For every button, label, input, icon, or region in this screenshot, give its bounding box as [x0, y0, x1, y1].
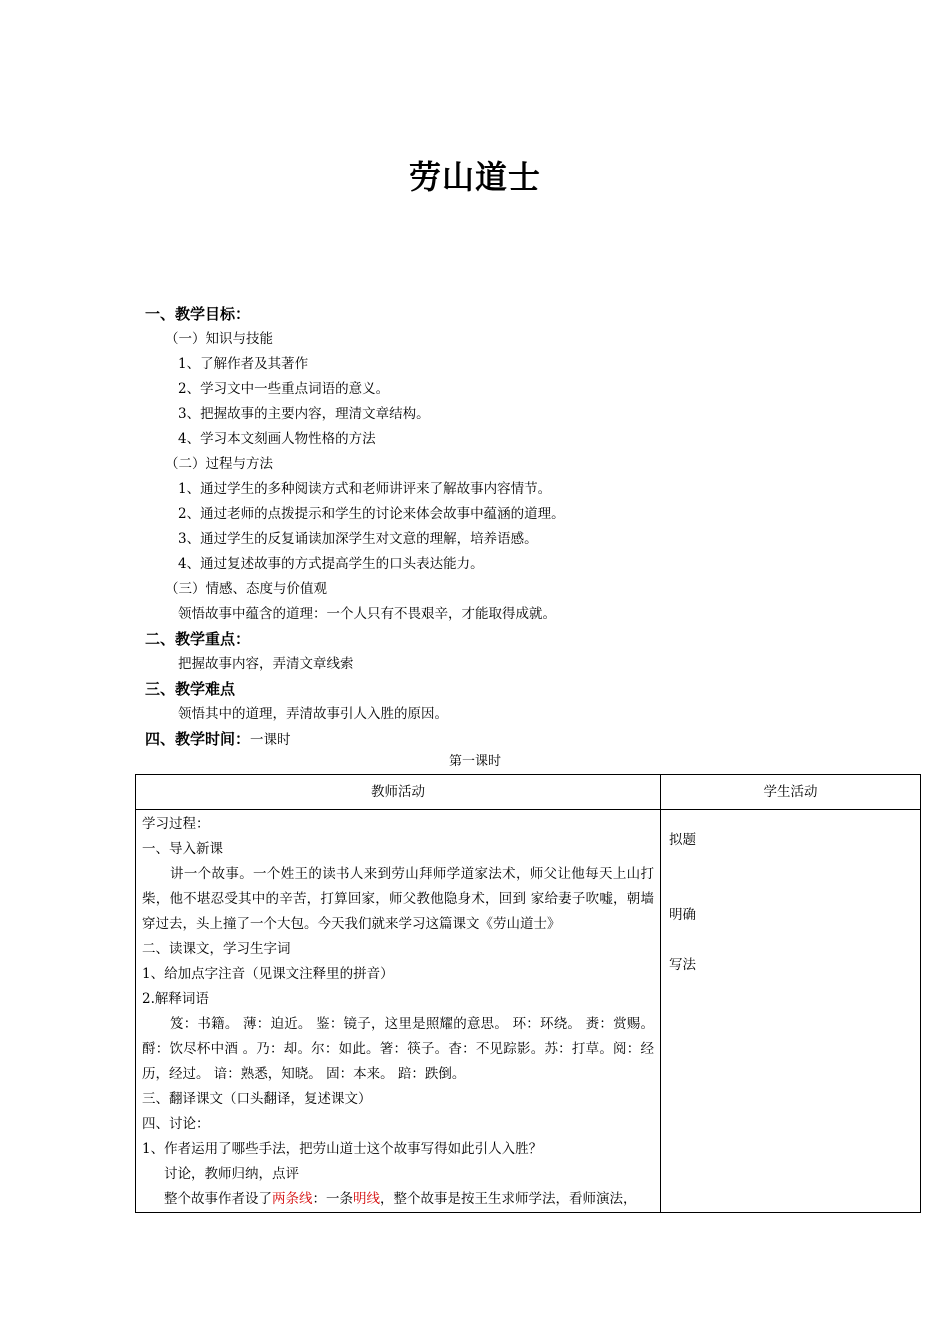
spacer [669, 853, 912, 903]
list-item: 4、学习本文刻画人物性格的方法 [178, 431, 376, 447]
time-label: 四、教学时间： [145, 730, 251, 748]
explain-task: 2.解释词语 [142, 991, 209, 1007]
subsection-attitude: （三）情感、态度与价值观 [165, 581, 327, 597]
section-heading-key-points: 二、教学重点： [145, 630, 251, 648]
analysis-text: 整个故事作者设了 [164, 1191, 272, 1207]
pinyin-task: 1、给加点字注音（见课文注释里的拼音） [142, 966, 394, 982]
lesson-caption: 第一课时 [448, 754, 501, 769]
intro-story: 讲一个故事。一个姓王的读书人来到劳山拜师学道家法术，师父让他每天上山打柴，他不堪忍受其中的辛苦，打算回家，师父教他隐身术，回到 家给妻子吹嘘，朝墙穿过去，头上撞了一个大包。今天我们就来学习这篇课文《劳山道士》 [142, 866, 654, 932]
attitude-text: 领悟故事中蕴含的道理：一个人只有不畏艰辛，才能取得成就。 [178, 606, 556, 622]
teacher-activity-cell [136, 810, 661, 1213]
page-title: 劳山道士 [408, 158, 541, 196]
teacher-activity-header: 教师活动 [136, 775, 661, 810]
table-row [136, 810, 921, 1213]
discussion-question: 1、作者运用了哪些手法，把劳山道士这个故事写得如此引人入胜？ [142, 1141, 543, 1157]
student-item: 明确 [669, 907, 696, 923]
analysis-text: ，整个故事是按王生求师学法，看师演法， [380, 1191, 637, 1207]
key-points-text: 把握故事内容，弄清文章线索 [178, 656, 354, 672]
table-header-row [136, 775, 921, 810]
list-item: 1、了解作者及其著作 [178, 356, 309, 372]
analysis-text: ：一条 [312, 1191, 353, 1207]
teaching-outline [145, 302, 865, 752]
highlight-text: 两条线 [272, 1191, 313, 1207]
process-label: 学习过程： [142, 816, 210, 832]
time-value: 一课时 [250, 732, 291, 748]
list-item: 1、通过学生的多种阅读方式和老师讲评来了解故事内容情节。 [178, 481, 552, 497]
discussion-note: 讨论，教师归纳，点评 [164, 1166, 299, 1182]
subsection-knowledge: （一）知识与技能 [165, 331, 273, 347]
student-activity-cell [661, 810, 921, 1213]
step-heading: 一、导入新课 [142, 841, 223, 857]
highlight-text: 明线 [353, 1191, 380, 1207]
list-item: 4、通过复述故事的方式提高学生的口头表达能力。 [178, 556, 484, 572]
student-item: 拟题 [669, 832, 696, 848]
step-heading: 二、读课文，学习生字词 [142, 941, 291, 957]
list-item: 3、通过学生的反复诵读加深学生对文意的理解，培养语感。 [178, 531, 538, 547]
student-item: 写法 [669, 957, 696, 973]
section-heading-difficulties: 三、教学难点 [145, 680, 236, 698]
analysis-line [142, 1187, 654, 1212]
step-heading: 三、翻译课文（口头翻译，复述课文） [142, 1091, 372, 1107]
lesson-plan-table [135, 774, 921, 1213]
list-item: 3、把握故事的主要内容，理清文章结构。 [178, 406, 430, 422]
list-item: 2、学习文中一些重点词语的意义。 [178, 381, 390, 397]
spacer [669, 928, 912, 953]
student-activity-header: 学生活动 [661, 775, 921, 810]
list-item: 2、通过老师的点拨提示和学生的讨论来体会故事中蕴涵的道理。 [178, 506, 565, 522]
subsection-process: （二）过程与方法 [165, 456, 273, 472]
section-heading-time [145, 727, 865, 752]
difficulties-text: 领悟其中的道理，弄清故事引人入胜的原因。 [178, 706, 448, 722]
step-heading: 四、讨论： [142, 1116, 210, 1132]
section-heading-goals: 一、教学目标： [145, 305, 251, 323]
word-glossary: 笈：书籍。 薄：迫近。 鉴：镜子，这里是照耀的意思。 环：环绕。 赉：赏赐。 酹：饮尽杯中酒 。乃：却。尔：如此。箸：筷子。杳：不见踪影。苏：打草。阅：经历，经过。 谙：熟悉，知晓。 固：本来。 踣：跌倒。 [142, 1016, 654, 1082]
